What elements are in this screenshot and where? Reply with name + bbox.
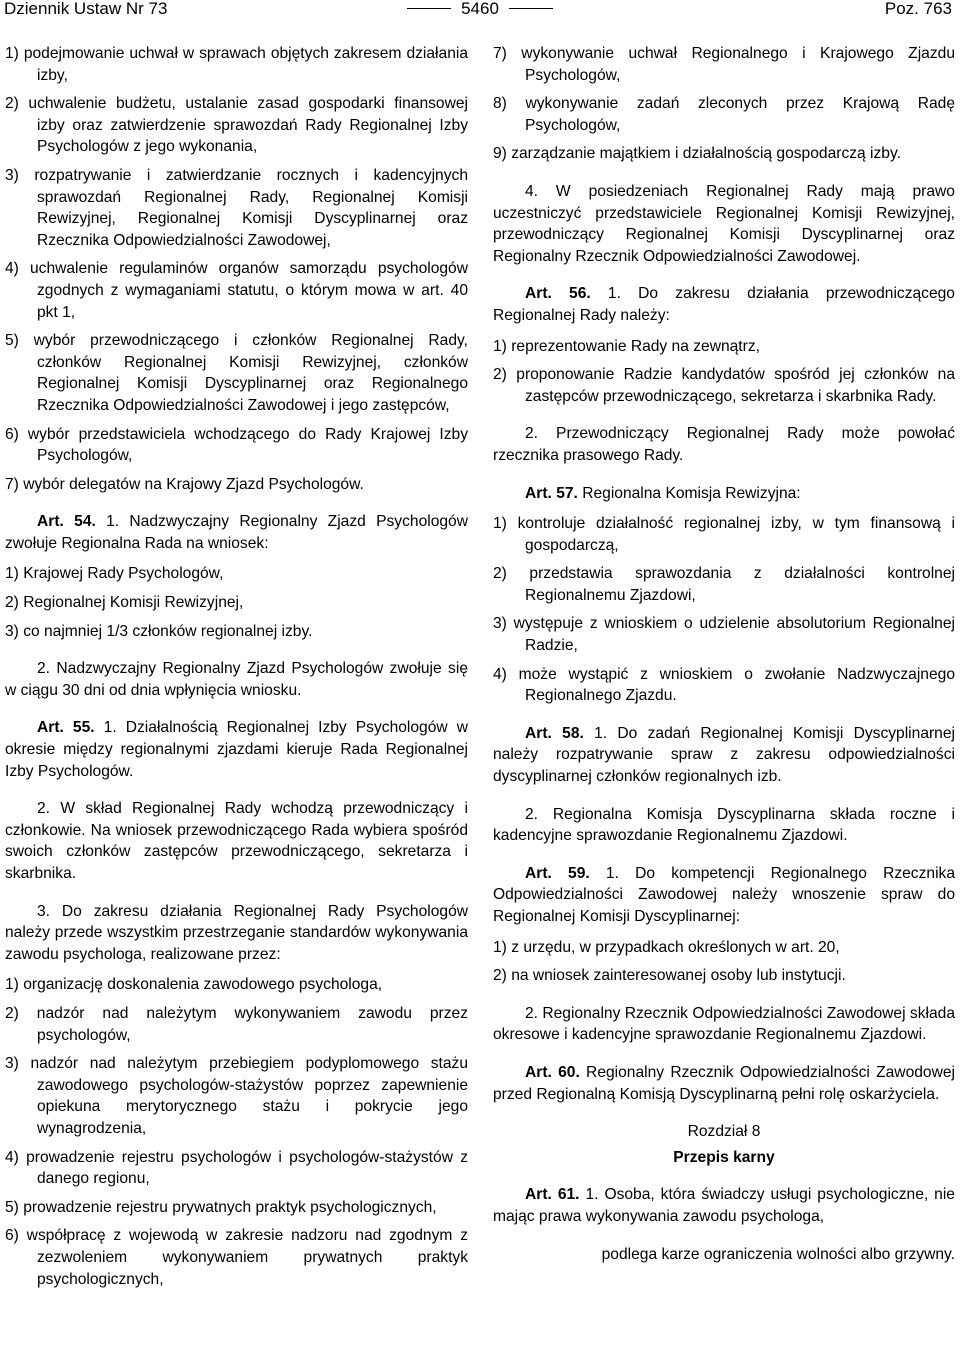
article-text: 1. Nadzwyczajny Regionalny Zjazd Psychologów zwołuje Regionalna Rada na wniosek: xyxy=(5,513,468,552)
article-label: Art. 56. xyxy=(525,285,591,303)
right-column xyxy=(493,43,955,1265)
chapter-title xyxy=(493,1147,955,1169)
article-label: Art. 57. xyxy=(525,484,578,502)
list-item: 8) wykonywanie zadań zleconych przez Krajową Radę Psychologów, xyxy=(493,95,955,134)
list-item: 2) nadzór nad należytym wykonywaniem zawodu przez psychologów, xyxy=(5,1004,468,1044)
list-item: 1) reprezentowanie Rady na zewnątrz, xyxy=(493,337,760,355)
article-57 xyxy=(493,483,955,505)
list-item: 1) organizację doskonalenia zawodowego psychologa, xyxy=(5,976,383,994)
article-text: 1. Osoba, która świadczy usługi psychologiczne, nie mając prawa wykonywania zawodu psychologa, xyxy=(493,1186,955,1225)
list-item: 1) kontroluje działalność regionalnej izby, w tym finansową i gospodarczą, xyxy=(493,515,955,554)
list-item: 1) Krajowej Rady Psychologów, xyxy=(5,565,224,583)
article-text: 1. Do zadań Regionalnej Komisji Dyscyplinarnej należy rozpatrywanie spraw z zakresu odpowiedzialności dyscyplinarnej członków regionalnych izb. xyxy=(493,724,955,786)
paragraph: podlega karze ograniczenia wolności albo grzywny. xyxy=(601,1245,955,1263)
article-label: Art. 61. xyxy=(525,1186,580,1204)
article-label: Art. 59. xyxy=(525,864,590,882)
article-55 xyxy=(5,717,468,782)
list-item: 3) rozpatrywanie i zatwierdzanie rocznych i kadencyjnych sprawozdań Regionalnej Rady, Regionalnej Komisji Rewizyjnej, Regionalnej Komisji Dyscyplinarnej oraz Rzecznika Odpowiedzialności Zawodowej, xyxy=(5,166,468,249)
list-item: 5) prowadzenie rejestru prywatnych praktyk psychologicznych, xyxy=(5,1198,437,1216)
list-item: 2) przedstawia sprawozdania z działalności kontrolnej Regionalnemu Zjazdowi, xyxy=(493,565,955,604)
list-item: 2) na wniosek zainteresowanej osoby lub instytucji. xyxy=(493,967,846,985)
chapter-heading: Rozdział 8 xyxy=(687,1123,761,1141)
list-item: 3) nadzór nad należytym przebiegiem podyplomowego stażu zawodowego psychologów-stażystów poprzez zapewnienie opiekuna merytorycznego stażu i pokrycie jego wynagrodzenia, xyxy=(5,1055,468,1137)
list-item: 2) Regionalnej Komisji Rewizyjnej, xyxy=(5,594,244,612)
left-column xyxy=(5,43,468,1297)
paragraph: 4. W posiedzeniach Regionalnej Rady mają prawo uczestniczyć przedstawiciele Regionalnej Komisji Rewizyjnej, przewodniczący Regionalnej Komisji Dyscyplinarnej oraz Regionalny Rzecznik Odpowiedzialności Zawodowej. xyxy=(493,182,955,265)
list-item: 2) proponowanie Radzie kandydatów spośród jej członków na zastępców przewodniczącego, sekretarza i skarbnika Rady. xyxy=(493,366,955,405)
list-item: 4) prowadzenie rejestru psychologów i psychologów-stażystów z danego regionu, xyxy=(5,1148,468,1188)
list-item: 3) co najmniej 1/3 członków regionalnej izby. xyxy=(5,622,313,640)
article-60 xyxy=(493,1062,955,1105)
list-item: 6) wybór przedstawiciela wchodzącego do Rady Krajowej Izby Psychologów, xyxy=(5,425,468,465)
list-item: 9) zarządzanie majątkiem i działalnością gospodarczą izby. xyxy=(493,145,901,163)
article-56 xyxy=(493,283,955,326)
paragraph: 2. W skład Regionalnej Rady wchodzą przewodniczący i członkowie. Na wniosek przewodniczącego Rada wybiera spośród swoich członków zastępców przewodniczącego, sekretarza i skarbnika. xyxy=(5,800,468,882)
position-number: Poz. 763 xyxy=(884,0,952,18)
article-label: Art. 55. xyxy=(37,719,95,737)
header-rule-left xyxy=(407,8,451,9)
paragraph: 2. Regionalna Komisja Dyscyplinarna składa roczne i kadencyjne sprawozdanie Regionalnemu Zjazdowi. xyxy=(493,805,955,845)
list-item: 7) wybór delegatów na Krajowy Zjazd Psychologów. xyxy=(5,475,364,493)
article-label: Art. 58. xyxy=(525,724,584,742)
list-item: 4) uchwalenie regulaminów organów samorządu psychologów zgodnych z wymaganiami statutu, o którym mowa w art. 40 pkt 1, xyxy=(5,260,468,321)
article-text: Regionalna Komisja Rewizyjna: xyxy=(577,484,801,502)
list-item: 6) współpracę z wojewodą w zakresie nadzoru nad zgodnym z zezwoleniem wykonywaniem prywatnych praktyk psychologicznych, xyxy=(5,1227,468,1288)
article-58 xyxy=(493,723,955,788)
article-label: Art. 54. xyxy=(37,513,96,531)
journal-title: Dziennik Ustaw Nr 73 xyxy=(4,0,168,18)
article-61 xyxy=(493,1184,955,1227)
article-54 xyxy=(5,511,468,554)
article-59 xyxy=(493,863,955,928)
article-text: 1. Do kompetencji Regionalnego Rzecznika Odpowiedzialności Zawodowej należy wnoszenie spraw do Regionalnej Komisji Dyscyplinarnej: xyxy=(493,864,955,925)
page-number: 5460 xyxy=(461,0,499,18)
article-text: Regionalny Rzecznik Odpowiedzialności Zawodowej przed Regionalną Komisją Dyscyplinarną pełni rolę oskarżyciela. xyxy=(493,1063,955,1103)
paragraph: 2. Nadzwyczajny Regionalny Zjazd Psychologów zwołuje się w ciągu 30 dni od dnia wpłynięcia wniosku. xyxy=(5,660,468,699)
page-number-block xyxy=(0,0,960,18)
list-item: 3) występuje z wnioskiem o udzielenie absolutorium Regionalnej Radzie, xyxy=(493,615,955,655)
paragraph: 2. Regionalny Rzecznik Odpowiedzialności Zawodowej składa okresowe i kadencyjne sprawozdanie Regionalnemu Zjazdowi. xyxy=(493,1004,955,1044)
chapter-title-text: Przepis karny xyxy=(673,1148,775,1166)
list-item: 2) uchwalenie budżetu, ustalanie zasad gospodarki finansowej izby oraz zatwierdzenie sprawozdań Rady Regionalnej Izby Psychologów z jego wykonania, xyxy=(5,95,468,156)
page-header xyxy=(0,0,960,24)
article-label: Art. 60. xyxy=(525,1063,580,1081)
article-text: 1. Działalnością Regionalnej Izby Psychologów w okresie między regionalnymi zjazdami kieruje Rada Regionalnej Izby Psychologów. xyxy=(5,719,468,780)
list-item: 5) wybór przewodniczącego i członków Regionalnej Rady, członków Regionalnej Komisji Rewizyjnej, członków Regionalnej Komisji Dyscyplinarnej oraz Regionalnego Rzecznika Odpowiedzialności Zawodowej i jego zastępców, xyxy=(5,332,468,414)
header-rule-right xyxy=(509,8,553,9)
list-item: 4) może wystąpić z wnioskiem o zwołanie Nadzwyczajnego Regionalnego Zjazdu. xyxy=(493,665,955,705)
paragraph: 2. Przewodniczący Regionalnej Rady może powołać rzecznika prasowego Rady. xyxy=(493,425,955,464)
list-item: 7) wykonywanie uchwał Regionalnego i Krajowego Zjazdu Psychologów, xyxy=(493,45,955,84)
list-item: 1) z urzędu, w przypadkach określonych w art. 20, xyxy=(493,938,840,956)
list-item: 1) podejmowanie uchwał w sprawach objętych zakresem działania izby, xyxy=(5,45,468,84)
article-text: 1. Do zakresu działania przewodniczącego Regionalnej Rady należy: xyxy=(493,285,955,324)
paragraph: 3. Do zakresu działania Regionalnej Rady Psychologów należy przede wszystkim przestrzeganie standardów wykonywania zawodu psychologa, realizowane przez: xyxy=(5,902,468,963)
